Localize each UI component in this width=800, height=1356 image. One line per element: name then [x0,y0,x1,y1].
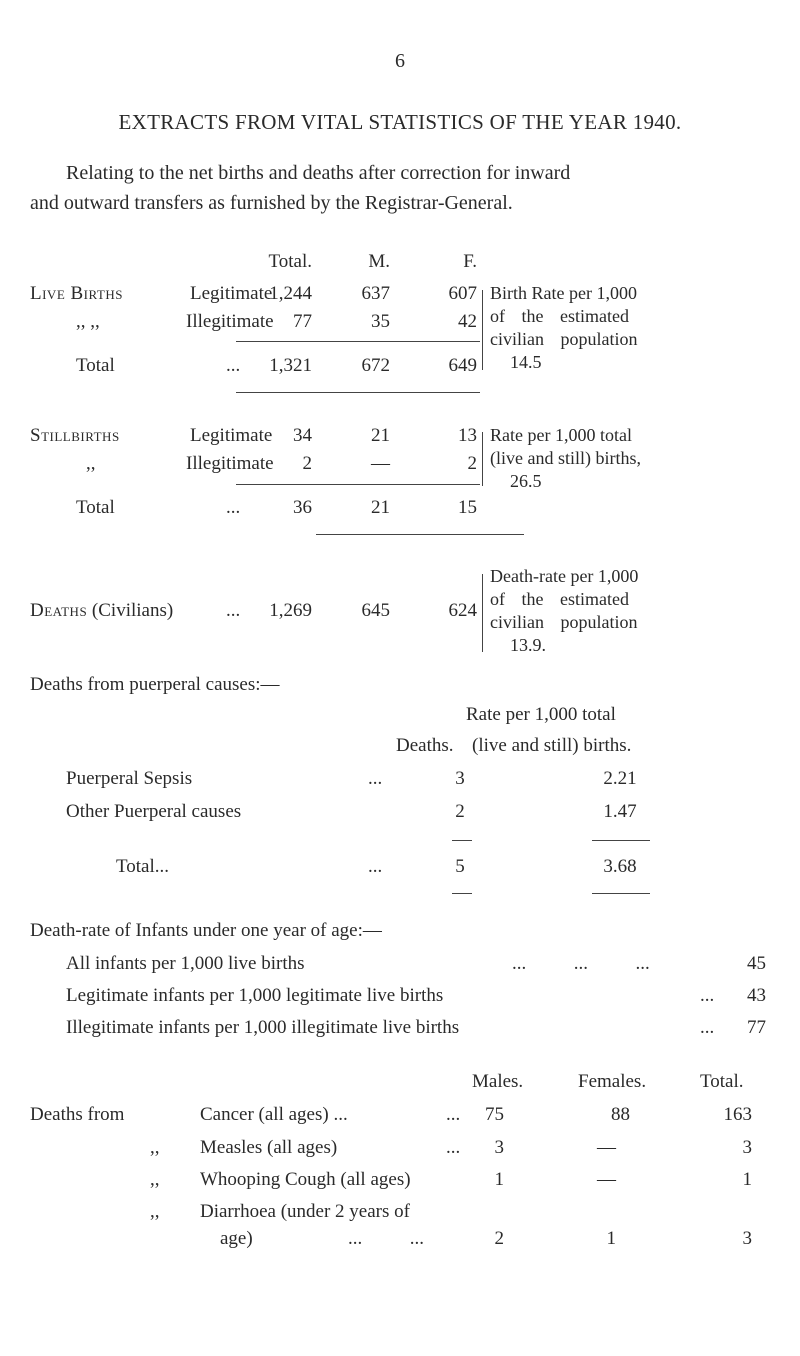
stillbirths-legit-total: 34 [293,425,312,446]
stillbirths-illegit-f: 2 [467,453,477,474]
infant-legit-dots: ... [700,985,715,1006]
puerperal-total-label: Total... [116,856,170,877]
birth-rate-note-2: of the estimated [490,306,629,326]
puerperal-rate-rule-bottom [592,893,650,894]
puerperal-sepsis-rate: 2.21 [603,768,637,789]
header-total: Total. [268,251,312,272]
live-births-brace [482,290,483,370]
live-births-sum-rule [236,341,480,342]
stillbirths-illegit-m: — [371,453,390,474]
causes-header-total: Total. [700,1071,744,1092]
cause-diarrhoea-label-cont: age) [220,1228,253,1249]
cause-whooping-label: Whooping Cough (all ages) [200,1169,411,1190]
deaths-f: 624 [448,600,477,621]
puerperal-total-dots: ... [368,856,383,877]
stillbirths-bottom-rule [316,534,524,535]
puerperal-rate-header-1: Rate per 1,000 total [466,704,616,725]
cause-cancer-total: 163 [723,1104,752,1125]
live-births-illegit-prefix: ,, ,, [76,311,100,332]
birth-rate-note-1: Birth Rate per 1,000 [490,283,637,303]
infant-all-value: 45 [747,953,766,974]
puerperal-other-rate: 1.47 [603,801,637,822]
live-births-bottom-rule [236,392,480,393]
cause-whooping-total: 1 [742,1169,752,1190]
death-rate-note-3: civilian population [490,612,638,632]
infant-all-label: All infants per 1,000 live births [66,953,305,974]
puerperal-heading: Deaths from puerperal causes:— [30,674,280,695]
infant-illegit-value: 77 [747,1017,766,1038]
live-births-legit-total: 1,244 [269,283,312,304]
causes-header-males: Males. [472,1071,524,1092]
cause-diarrhoea-dots: ... ... [348,1228,424,1249]
puerperal-sepsis-dots: ... [368,768,383,789]
infant-legit-label: Legitimate infants per 1,000 legitimate live births [66,985,444,1006]
deaths-m: 645 [361,600,390,621]
cause-diarrhoea-prefix: ,, [150,1201,160,1222]
header-f: F. [463,251,477,272]
death-rate-note-1: Death-rate per 1,000 [490,566,639,586]
live-births-illegit-total: 77 [293,311,312,332]
live-births-total-dots: ... [226,355,241,376]
cause-diarrhoea-males: 2 [494,1228,504,1249]
deaths-total: 1,269 [269,600,312,621]
puerperal-total-deaths: 5 [455,856,465,877]
live-births-illegit-f: 42 [458,311,477,332]
puerperal-sepsis-deaths: 3 [455,768,465,789]
infant-illegit-label: Illegitimate infants per 1,000 illegitimate live births [66,1017,460,1038]
infant-all-dots: ... ... ... [512,953,650,974]
cause-diarrhoea-label: Diarrhoea (under 2 years of [200,1201,410,1222]
live-births-total-f: 649 [448,355,477,376]
puerperal-sepsis-label: Puerperal Sepsis [66,768,193,789]
stillbirths-total-total: 36 [293,497,312,518]
cause-whooping-males: 1 [494,1169,504,1190]
puerperal-rate-header-2: (live and still) births. [472,735,632,756]
live-births-label: Live Births [30,283,123,304]
birth-rate-note-3: civilian population [490,329,638,349]
deaths-brace [482,574,483,652]
infant-legit-value: 43 [747,985,766,1006]
cause-diarrhoea-females: 1 [606,1228,616,1249]
infant-heading: Death-rate of Infants under one year of age:— [30,920,382,941]
live-births-legit-m: 637 [361,283,390,304]
cause-cancer-label: Cancer (all ages) ... [200,1104,348,1125]
live-births-total-total: 1,321 [269,355,312,376]
live-births-legit-f: 607 [448,283,477,304]
puerperal-other-label: Other Puerperal causes [66,801,242,822]
live-births-legit-label: Legitimate [190,283,273,304]
cause-cancer-dots: ... [446,1104,461,1125]
live-births-illegit-m: 35 [371,311,390,332]
death-rate-note-2: of the estimated [490,589,629,609]
stillbirth-rate-value: 26.5 [510,471,542,491]
stillbirth-rate-note-1: Rate per 1,000 total [490,425,632,445]
intro-line-1: Relating to the net births and deaths after correction for inward [66,162,571,184]
causes-header-females: Females. [578,1071,647,1092]
stillbirths-total-f: 15 [458,497,477,518]
stillbirths-total-label: Total [76,497,115,518]
live-births-total-m: 672 [361,355,390,376]
cause-diarrhoea-total: 3 [742,1228,752,1249]
deaths-dots: ... [226,600,241,621]
stillbirths-sum-rule [236,484,480,485]
infant-illegit-dots: ... [700,1017,715,1038]
cause-measles-prefix: ,, [150,1137,160,1158]
puerperal-deaths-header: Deaths. [396,735,454,756]
puerperal-other-deaths: 2 [455,801,465,822]
cause-cancer-males: 75 [485,1104,504,1125]
stillbirths-brace [482,432,483,486]
stillbirths-total-m: 21 [371,497,390,518]
stillbirths-legit-f: 13 [458,425,477,446]
cause-measles-males: 3 [494,1137,504,1158]
page-number: 6 [395,50,405,72]
live-births-illegit-label: Illegitimate [186,311,274,332]
death-rate-value: 13.9. [510,635,546,655]
stillbirths-total-dots: ... [226,497,241,518]
stillbirths-legit-m: 21 [371,425,390,446]
cause-whooping-females: — [597,1169,616,1190]
stillbirths-illegit-prefix: ,, [86,453,96,474]
header-m: M. [368,251,390,272]
cause-measles-females: — [597,1137,616,1158]
birth-rate-value: 14.5 [510,352,542,372]
cause-measles-dots: ... [446,1137,461,1158]
page-title: EXTRACTS FROM VITAL STATISTICS OF THE YEAR 1940. [118,110,682,134]
deaths-label: Deaths (Civilians) [30,600,174,621]
cause-whooping-prefix: ,, [150,1169,160,1190]
stillbirths-legit-label: Legitimate [190,425,273,446]
stillbirths-illegit-label: Illegitimate [186,453,274,474]
cause-measles-total: 3 [742,1137,752,1158]
puerperal-rate-rule-top [592,840,650,841]
intro-line-2: and outward transfers as furnished by the Registrar-General. [30,192,513,214]
stillbirths-label: Stillbirths [30,425,120,446]
puerperal-deaths-rule-top [452,840,472,841]
live-births-total-label: Total [76,355,115,376]
cause-cancer-females: 88 [611,1104,630,1125]
stillbirth-rate-note-2: (live and still) births, [490,448,641,468]
puerperal-total-rate: 3.68 [603,856,637,877]
puerperal-deaths-rule-bottom [452,893,472,894]
stillbirths-illegit-total: 2 [302,453,312,474]
cause-cancer-prefix: Deaths from [30,1104,125,1125]
cause-measles-label: Measles (all ages) [200,1137,338,1158]
